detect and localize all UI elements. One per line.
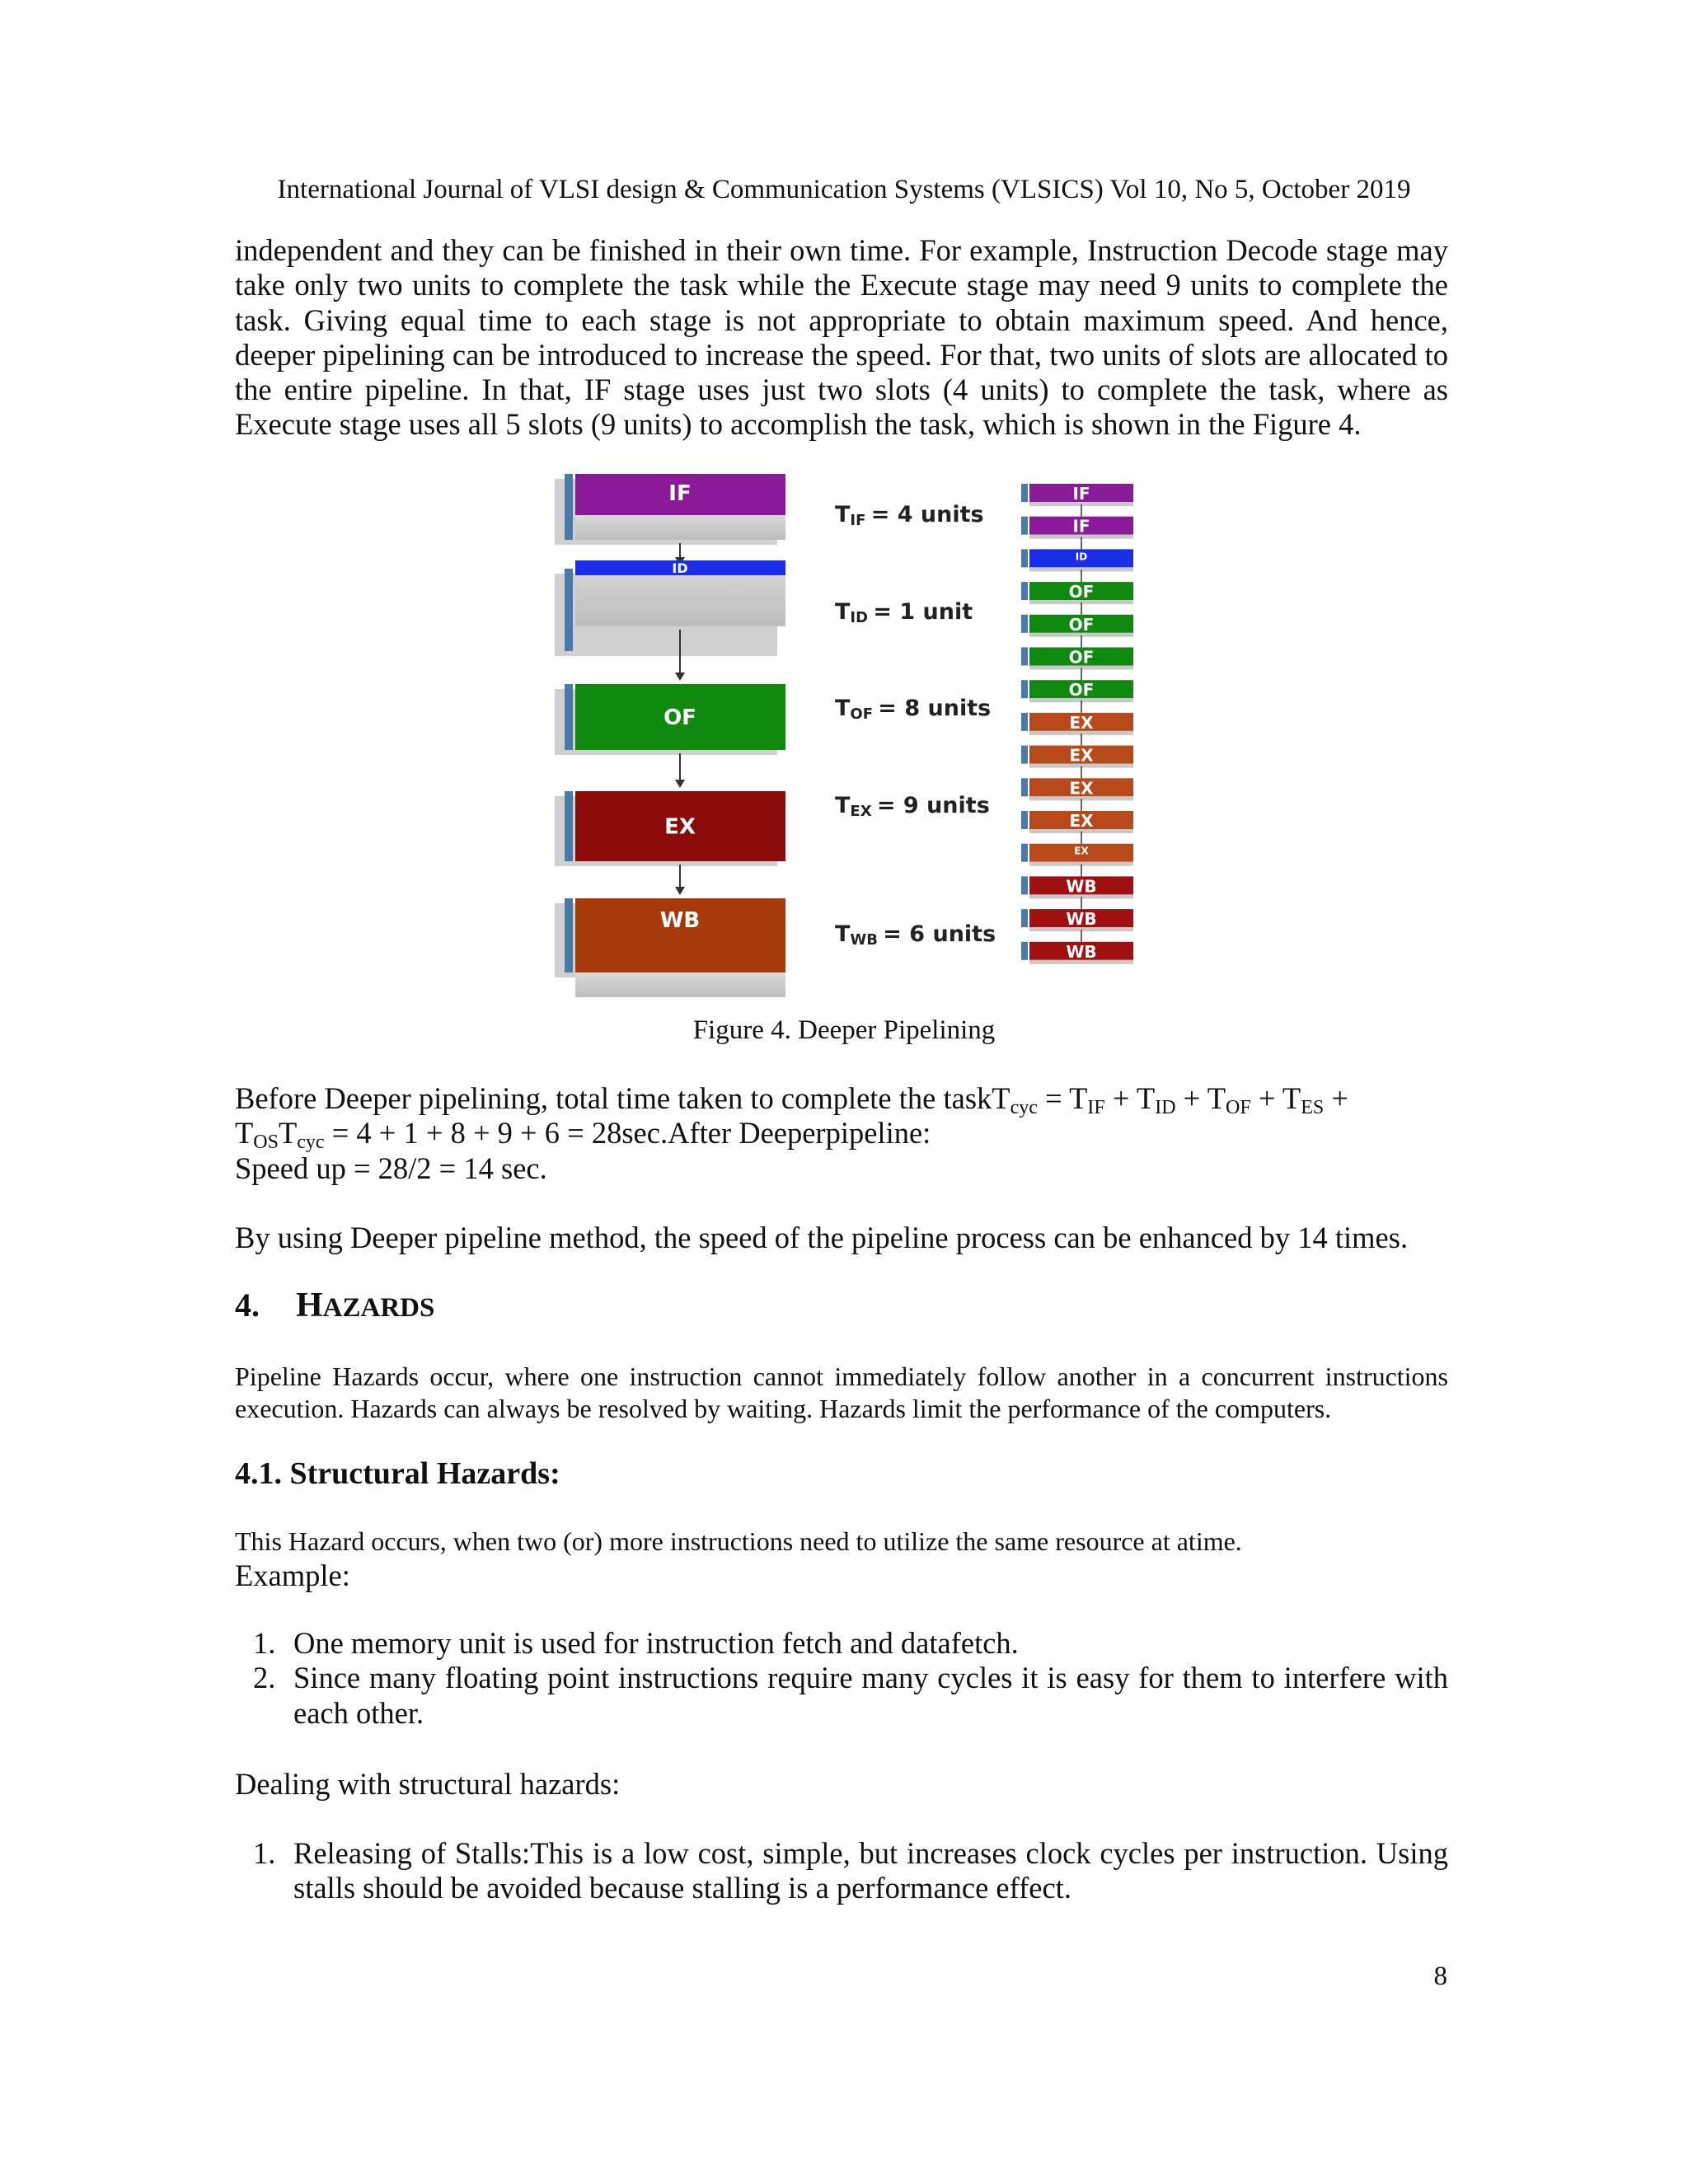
slot-if — [1021, 517, 1133, 550]
enhanced-paragraph-text: By using Deeper pipeline method, the speed of the pipeline process can be enhanced by 14 times. — [235, 1221, 1409, 1254]
slot-side-strip — [1021, 517, 1028, 535]
slot-label: WB — [1066, 941, 1097, 962]
intro-paragraph — [235, 233, 1448, 443]
figure-caption: Figure 4. Deeper Pipelining — [692, 1015, 996, 1045]
slot-side-strip — [1021, 909, 1028, 927]
slot-side-strip — [1021, 811, 1028, 829]
time-label-ex: TEX = 9 units — [835, 793, 990, 820]
slot-label: OF — [1068, 582, 1095, 602]
dealing-label: Dealing with structural hazards: — [235, 1767, 621, 1801]
slot-label: WB — [1066, 876, 1097, 897]
example-list — [235, 1626, 1448, 1731]
time-label-id: TID = 1 unit — [835, 599, 973, 626]
page-number: 8 — [1433, 1961, 1447, 1991]
slot-side-strip — [1021, 844, 1028, 862]
enhanced-paragraph — [235, 1221, 1448, 1255]
slot-column — [1021, 484, 1133, 964]
stage-arrowhead — [675, 887, 685, 895]
slot-side-strip — [1021, 778, 1028, 796]
slot-of — [1021, 582, 1133, 615]
section-4-paragraph — [235, 1361, 1448, 1425]
slot-label: EX — [1069, 811, 1094, 831]
intro-paragraph-text: independent and they can be finished in their own time. For example, Instruction Decode stage may take only two units to complete the task while the Execute stage may need 9 units to complete the task. Giving equal time to each stage is not appropriate to obtain maximum speed. And hence, deeper pipelining can be introduced to increase the speed. For that, two units of slots are allocated to the entire pipeline. In that, IF stage uses just two slots (4 units) to complete the task, where as Execute stage uses all 5 slots (9 units) to accomplish the task, which is shown in the Figure 4. — [235, 233, 1448, 442]
stage-box-ex — [555, 791, 785, 895]
slot-if — [1021, 484, 1133, 517]
list-item: 1. Releasing of Stalls:This is a low cost, simple, but increases clock cycles per instruction. Using stalls should be avoided because stalling is a performance effect. — [253, 1836, 1448, 1905]
slot-ex — [1021, 778, 1133, 811]
slot-label: IF — [1072, 484, 1090, 504]
stage-side-strip — [565, 791, 573, 861]
stage-box-id — [555, 560, 785, 681]
slot-of — [1021, 615, 1133, 648]
formula-line-3: Speed up = 28/2 = 14 sec. — [235, 1151, 547, 1185]
slot-label: EX — [1069, 745, 1094, 766]
slot-wb — [1021, 942, 1133, 964]
time-label-if: TIF = 4 units — [835, 502, 984, 529]
stage-side-strip — [565, 898, 573, 972]
formula-line-2: $T_{OS}T_{cyc} = 4 + 1 + 8 + 9 + 6$ = 28sec.After Deeperpipeline: — [235, 1116, 931, 1154]
stage-body-lower — [575, 515, 785, 540]
slot-ex — [1021, 746, 1133, 779]
slot-id — [1021, 549, 1133, 582]
slot-ex — [1021, 713, 1133, 746]
running-header: International Journal of VLSI design & Communication Systems (VLSICS) Vol 10, No 5, October 2019 — [277, 175, 1411, 204]
slot-label: OF — [1068, 647, 1095, 668]
formula-block — [235, 1081, 1448, 1186]
stage-box-if — [555, 474, 785, 565]
list-item: 2. Since many floating point instructions require many cycles it is easy for them to interfere with each other. — [253, 1661, 1448, 1730]
time-label-of: TOF = 8 units — [835, 696, 992, 723]
slot-of — [1021, 680, 1133, 713]
stage-body-lower — [575, 972, 785, 997]
pipeline-diagram — [548, 474, 1166, 989]
slot-ex — [1021, 844, 1133, 877]
slot-side-strip — [1021, 648, 1028, 666]
slot-ex — [1021, 811, 1133, 844]
slot-side-strip — [1021, 615, 1028, 633]
stage-side-strip — [565, 474, 573, 540]
slot-label: IF — [1072, 516, 1090, 537]
stage-label: ID — [672, 560, 688, 576]
formula-line-1: Before Deeper pipelining, total time taken to complete the taskT$_{cyc}$ = $T_{IF} + T_{ID} + T_{OF} + T_{ES}$ + — [235, 1081, 1348, 1118]
section-41-paragraph-text: This Hazard occurs, when two (or) more instructions need to utilize the same resource at atime. — [235, 1526, 1242, 1556]
time-label-wb: TWB = 6 units — [835, 921, 996, 949]
section-4-number: 4. — [235, 1286, 260, 1324]
example-label: Example: — [235, 1558, 350, 1592]
slot-side-strip — [1021, 680, 1028, 698]
slot-side-strip — [1021, 713, 1028, 731]
dealing-list — [235, 1836, 1448, 1906]
stage-side-strip — [565, 684, 573, 750]
slot-side-strip — [1021, 582, 1028, 600]
slot-label: ID — [1075, 551, 1088, 563]
stage-time-labels — [835, 502, 996, 949]
section-4-heading — [235, 1288, 1448, 1325]
slot-label: EX — [1069, 712, 1094, 733]
slot-side-strip — [1021, 484, 1028, 502]
slot-label: OF — [1068, 614, 1095, 635]
slot-label: EX — [1074, 845, 1089, 857]
stage-box-wb — [555, 898, 785, 997]
stage-side-strip — [565, 569, 573, 651]
section-4-title-initial: H — [296, 1286, 323, 1324]
stage-label: IF — [668, 481, 692, 506]
stage-box-of — [555, 684, 785, 788]
slot-side-strip — [1021, 876, 1028, 894]
slot-side-strip — [1021, 746, 1028, 764]
stage-column — [555, 474, 785, 997]
stage-arrowhead — [675, 673, 685, 681]
section-4-title-rest: AZARDS — [322, 1293, 435, 1323]
slot-of — [1021, 648, 1133, 681]
stage-label: EX — [664, 814, 696, 840]
list-item: 1. One memory unit is used for instruction fetch and datafetch. — [253, 1626, 1019, 1660]
figure-deeper-pipelining — [548, 474, 1166, 989]
stage-label: WB — [659, 908, 701, 933]
slot-wb — [1021, 909, 1133, 942]
section-41-paragraph — [235, 1526, 1448, 1558]
section-4-paragraph-text: Pipeline Hazards occur, where one instruction cannot immediately follow another in a concurrent instructions execution. Hazards can always be resolved by waiting. Hazards limit the performance of the computers. — [235, 1361, 1448, 1423]
slot-label: OF — [1068, 680, 1095, 701]
stage-label: OF — [663, 705, 696, 730]
stage-arrowhead — [675, 780, 685, 788]
slot-label: EX — [1069, 778, 1094, 799]
slot-wb — [1021, 876, 1133, 909]
slot-label: WB — [1066, 909, 1097, 930]
section-41-heading: 4.1. Structural Hazards: — [235, 1456, 560, 1491]
slot-side-strip — [1021, 549, 1028, 567]
slot-side-strip — [1021, 942, 1028, 960]
